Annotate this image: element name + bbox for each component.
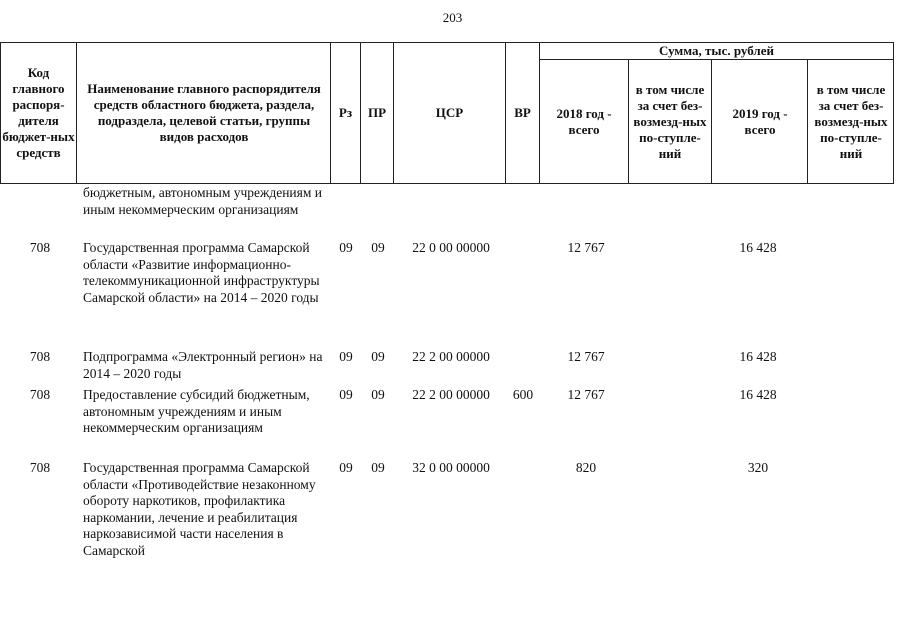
header-2018-free: в том числе за счет без-возмезд-ных по-ступле-ний — [633, 81, 707, 161]
row-sum-2018: 820 — [575, 460, 597, 475]
row-name: Подпрограмма «Электронный регион» на 2014 – 2020 годы — [83, 349, 323, 381]
row-rz: 09 — [339, 460, 353, 475]
row-pr: 09 — [371, 387, 385, 402]
row-csr: 22 2 00 00000 — [412, 349, 490, 364]
header-vr: ВР — [514, 104, 531, 120]
row-code: 708 — [29, 240, 51, 255]
row-csr: 22 0 00 00000 — [412, 240, 490, 255]
row-name: Государственная программа Самарской области «Противодействие незаконному обороту наркотиков, профилактика наркомании, лечение и реабилитация наркозависимой части населения в Самарской — [83, 460, 316, 558]
row-sum-2019: 16 428 — [739, 387, 777, 402]
row-name: бюджетным, автономным учреждениям и иным некоммерческим организациям — [83, 185, 323, 217]
header-2019-total: 2019 год - всего — [732, 105, 788, 137]
row-vr: 600 — [512, 387, 534, 402]
row-pr: 09 — [371, 349, 385, 364]
row-csr: 22 2 00 00000 — [412, 387, 490, 402]
row-sum-2018: 12 767 — [567, 387, 605, 402]
row-sum-2019: 16 428 — [739, 349, 777, 364]
header-2018-total: 2018 год - всего — [556, 105, 612, 137]
row-pr: 09 — [371, 460, 385, 475]
page-number: 203 — [442, 10, 463, 25]
header-csr: ЦСР — [435, 104, 464, 120]
row-sum-2018: 12 767 — [567, 240, 605, 255]
row-code: 708 — [29, 349, 51, 364]
row-code: 708 — [29, 460, 51, 475]
row-rz: 09 — [339, 349, 353, 364]
row-name: Государственная программа Самарской области «Развитие информационно-телекоммуникационной инфраструктуры Самарской области» на 2014 – 2020 годы — [83, 240, 320, 305]
row-rz: 09 — [339, 240, 353, 255]
header-2019-free: в том числе за счет без-возмезд-ных по-ступле-ний — [814, 81, 888, 161]
header-name: Наименование главного распорядителя средств областного бюджета, раздела, подраздела, целевой статьи, группы видов расходов — [87, 80, 321, 144]
header-rz: Рз — [338, 104, 353, 120]
row-sum-2018: 12 767 — [567, 349, 605, 364]
header-code: Код главного распоря-дителя бюджет-ных средств — [2, 64, 75, 160]
row-code: 708 — [29, 387, 51, 402]
row-pr: 09 — [371, 240, 385, 255]
row-name: Предоставление субсидий бюджетным, автономным учреждениям и иным некоммерческим организациям — [83, 387, 310, 435]
row-sum-2019: 16 428 — [739, 240, 777, 255]
row-rz: 09 — [339, 387, 353, 402]
row-csr: 32 0 00 00000 — [412, 460, 490, 475]
header-sum: Сумма, тыс. рублей — [659, 42, 774, 58]
header-pr: ПР — [367, 104, 387, 120]
table-header — [0, 42, 905, 184]
row-sum-2019: 320 — [747, 460, 769, 475]
